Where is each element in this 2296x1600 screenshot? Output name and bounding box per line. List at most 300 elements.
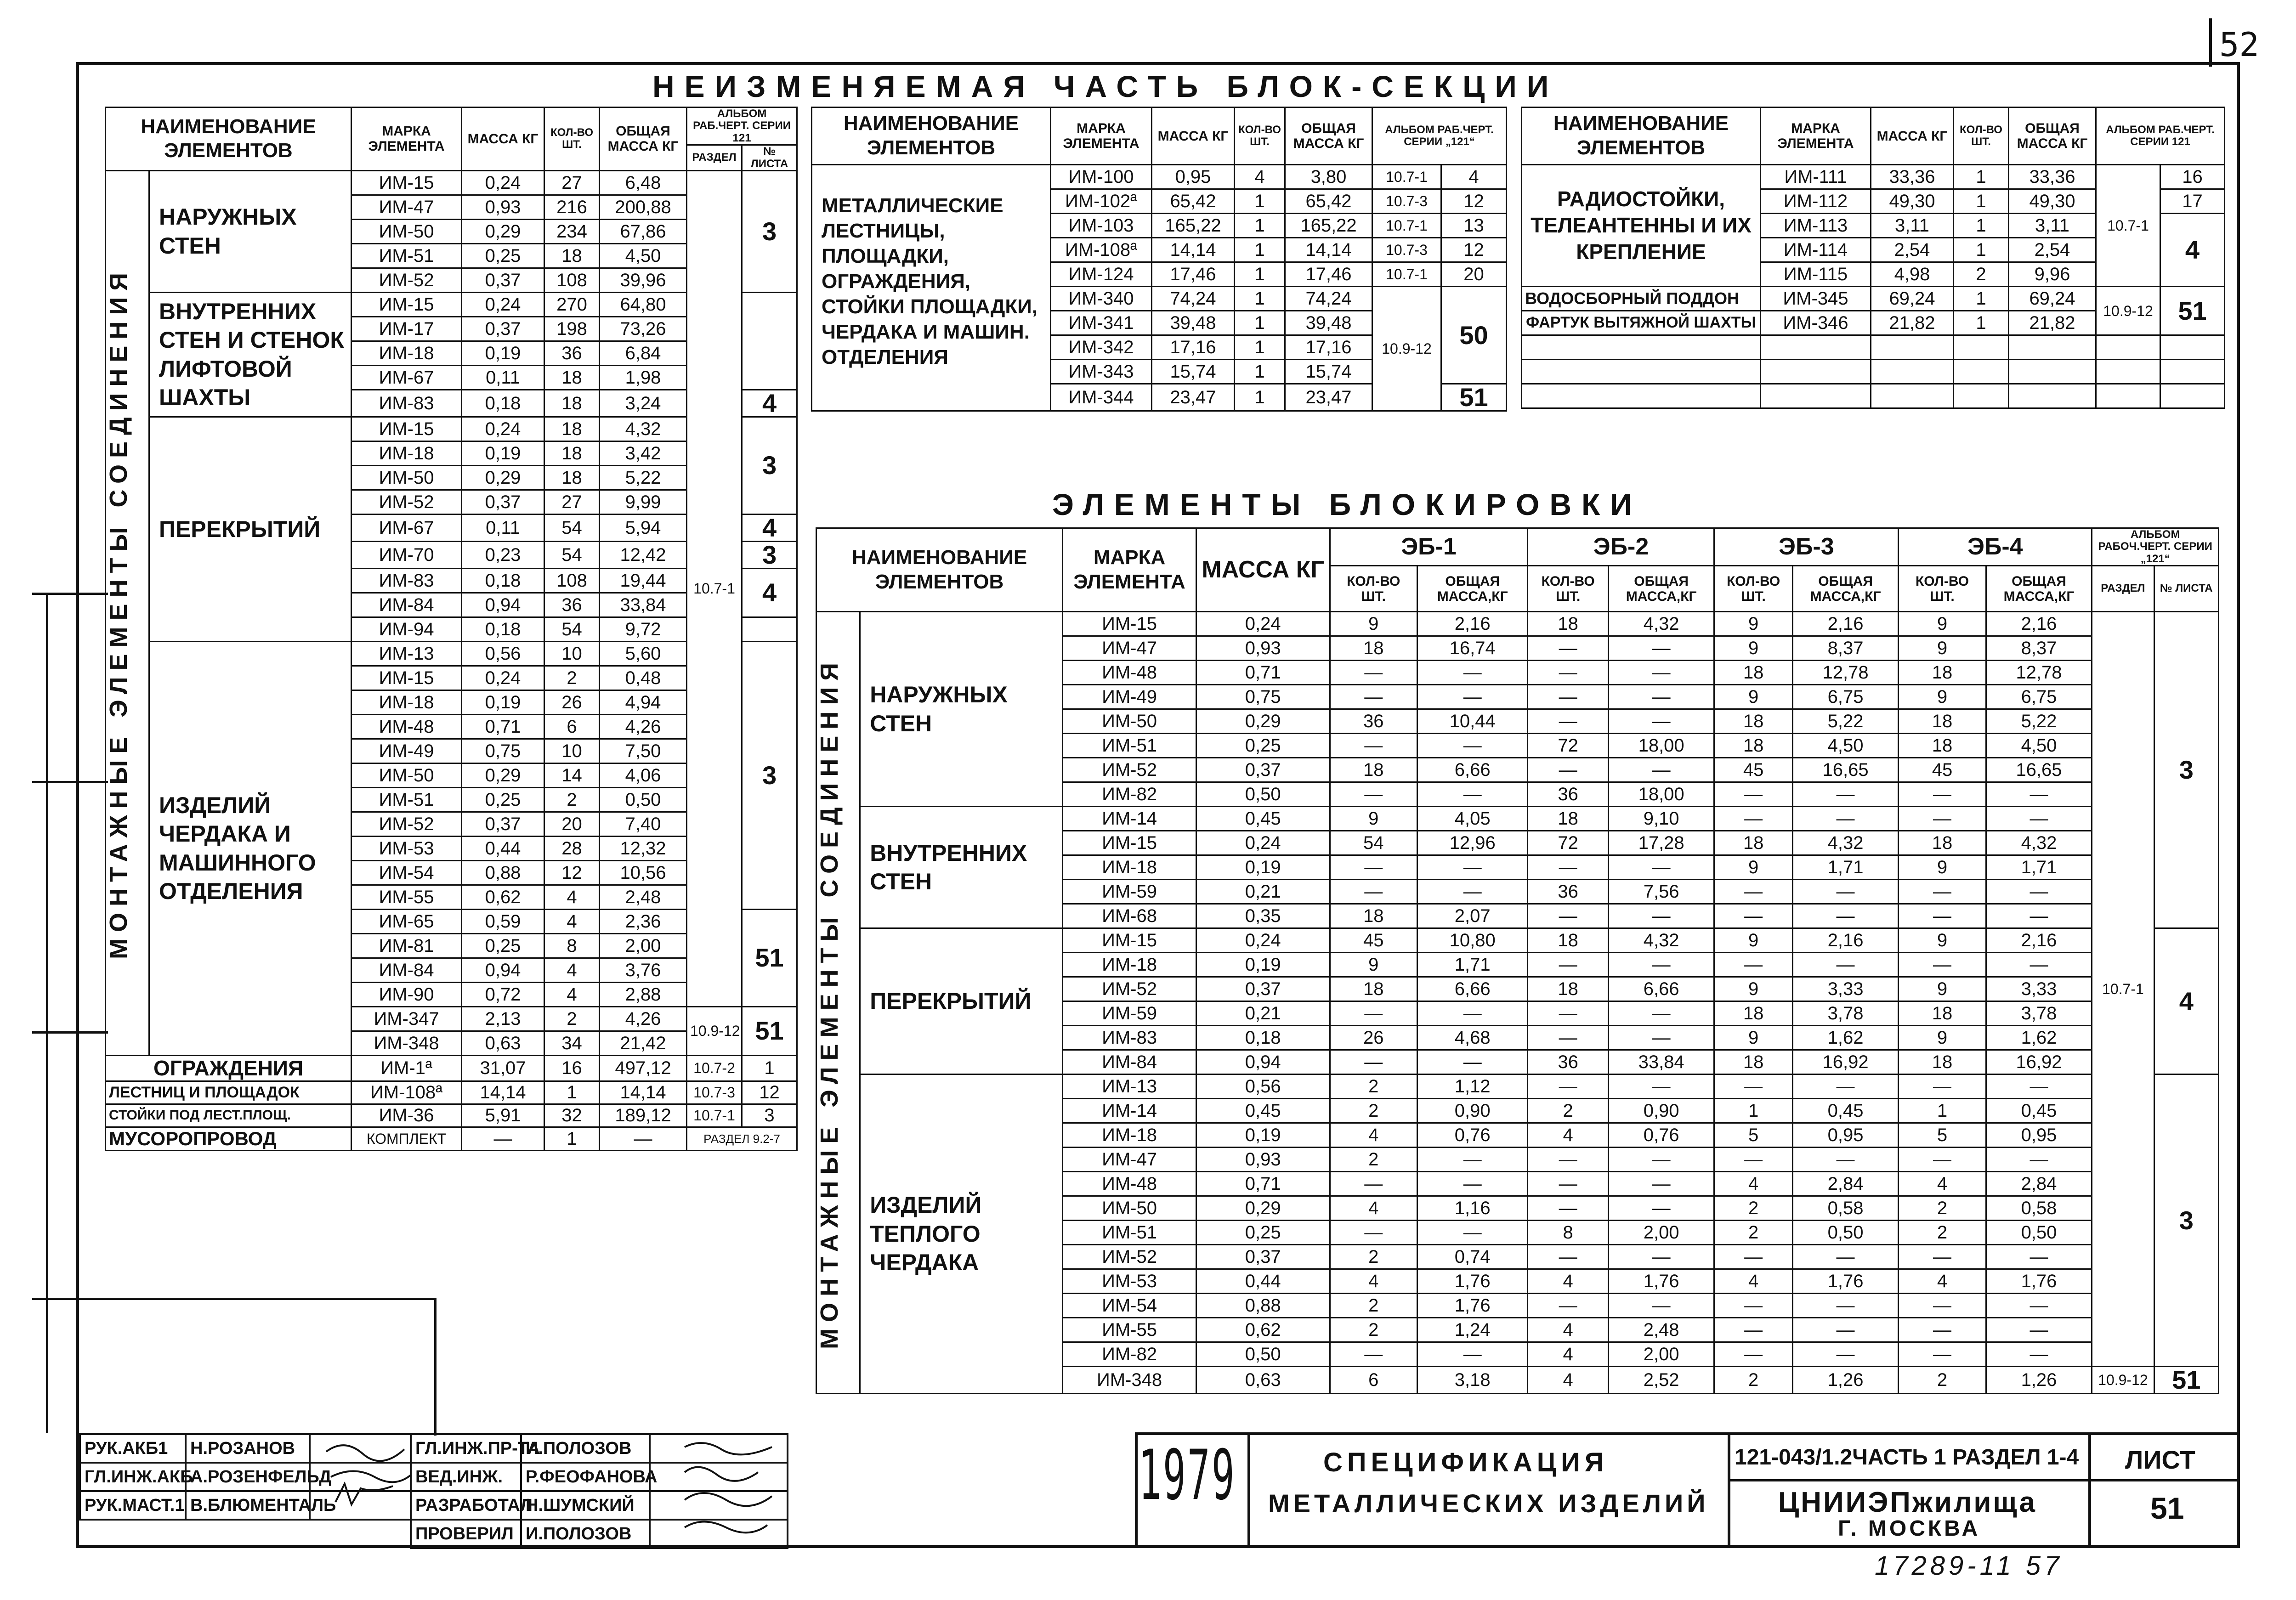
table-cell: 0,95 [1986, 1123, 2092, 1148]
table-cell: — [1986, 1342, 2092, 1367]
table-cell: 6,66 [1608, 977, 1714, 1001]
table-cell: 0,50 [1196, 1342, 1330, 1367]
table-row [816, 928, 2219, 953]
stamp-person: И.ПОЛОЗОВ [521, 1434, 650, 1463]
table-cell: 10 [544, 641, 600, 666]
table-cell: 1,98 [600, 365, 687, 390]
table-cell [2009, 335, 2096, 360]
table-cell: 2,84 [1986, 1172, 2092, 1196]
table-cell: 0,37 [1196, 977, 1330, 1001]
table-cell: 5,22 [1986, 709, 2092, 734]
table-cell: ИМ-18 [1063, 953, 1196, 977]
table-cell: 1,16 [1417, 1196, 1528, 1221]
table-cell: КОЛ-ВО ШТ. [1954, 107, 2009, 165]
table-row [1522, 107, 2225, 165]
table-cell: 0,25 [462, 787, 544, 812]
table-cell: 33,36 [1871, 165, 1954, 189]
table-cell: 0,19 [1196, 855, 1330, 880]
table-cell: — [1714, 1294, 1792, 1318]
table-cell: 2 [1899, 1367, 1986, 1394]
table-cell: 4,94 [600, 690, 687, 714]
table-cell: — [1986, 807, 2092, 831]
right-row-name: ВОДОСБОРНЫЙ ПОДДОН [1522, 287, 1761, 311]
table-cell: 12,42 [600, 541, 687, 568]
table-cell: РАЗДЕЛ [2092, 566, 2154, 612]
table-cell: 0,29 [1196, 709, 1330, 734]
table-cell: ИМ-47 [1063, 636, 1196, 661]
table-cell: 2,52 [1608, 1367, 1714, 1394]
table-cell: — [1417, 1342, 1528, 1367]
table-cell: 14 [544, 763, 600, 787]
table-cell: ИМ-48 [351, 714, 462, 739]
table-cell: ИМ-84 [1063, 1050, 1196, 1074]
table-cell: 0,24 [462, 170, 544, 195]
table-cell: 18,00 [1608, 782, 1714, 807]
eb-4-header: ЭБ-4 [1899, 528, 2092, 566]
table-cell: — [1899, 1245, 1986, 1269]
table-cell: 16 [544, 1055, 600, 1081]
table-cell: 49,30 [2009, 189, 2096, 214]
table-cell: 18 [1899, 734, 1986, 758]
stamp-role: ГЛ.ИНЖ.АКБ [80, 1463, 186, 1491]
table-cell: 2,48 [600, 885, 687, 909]
table-cell: 39,48 [1285, 311, 1372, 335]
stamp-divider [1247, 1432, 1250, 1548]
table-cell: — [1330, 1221, 1417, 1245]
table-cell [1522, 384, 1761, 408]
table-cell: 4,26 [600, 1006, 687, 1031]
table-cell: 32 [544, 1104, 600, 1127]
table-cell: 12 [742, 1081, 797, 1104]
table-cell: 3 [742, 417, 797, 514]
table-cell: 36 [1528, 782, 1608, 807]
table-cell: 0,58 [1986, 1196, 2092, 1221]
table-cell: 0,44 [1196, 1269, 1330, 1294]
table-cell: 12 [1441, 189, 1507, 214]
table-cell: 2 [1330, 1074, 1417, 1099]
table-cell: 0,94 [462, 593, 544, 617]
table-cell: ИМ-348 [351, 1031, 462, 1055]
table-cell: 6 [1330, 1367, 1417, 1394]
table-cell: 10.7-1 [1372, 165, 1441, 189]
table-cell: 1,76 [1417, 1269, 1528, 1294]
stamp-role: ПРОВЕРИЛ [411, 1520, 521, 1548]
table-cell: 1 [1235, 189, 1285, 214]
table-cell [1954, 360, 2009, 384]
table-cell: 1 [1954, 189, 2009, 214]
table-row [1522, 165, 2225, 189]
table-cell: — [1528, 758, 1608, 782]
table-cell: 0,25 [462, 243, 544, 268]
table-cell: ИМ-1ª [351, 1055, 462, 1081]
table-cell: ИМ-65 [351, 909, 462, 933]
table-cell: 4 [544, 909, 600, 933]
table-cell: 3 [742, 541, 797, 568]
table-cell: 3 [742, 1104, 797, 1127]
group-label: ВНУТРЕННИХ СТЕН И СТЕНОК ЛИФТОВОЙ ШАХТЫ [149, 292, 351, 417]
stamp-role: РУК.АКБ1 [80, 1434, 186, 1463]
table-cell: 69,24 [1871, 287, 1954, 311]
table-cell: 189,12 [600, 1104, 687, 1127]
table-cell: 0,24 [1196, 612, 1330, 636]
table-cell: 19,44 [600, 568, 687, 593]
table-cell: 0,75 [1196, 685, 1330, 709]
table-cell: 1 [1235, 360, 1285, 384]
table-cell: 9 [1714, 612, 1792, 636]
table-cell: 165,22 [1152, 214, 1235, 238]
table-cell: 3 [742, 641, 797, 909]
table-cell: ИМ-52 [351, 490, 462, 514]
table-cell: 0,44 [462, 836, 544, 860]
table-cell: 50 [1441, 287, 1507, 384]
table-cell: ИМ-18 [1063, 855, 1196, 880]
table-cell: 1,71 [1417, 953, 1528, 977]
table-cell: ИМ-47 [351, 195, 462, 219]
table-cell: 1,76 [1986, 1269, 2092, 1294]
table-cell: 2 [1330, 1245, 1417, 1269]
table-cell: 3,33 [1792, 977, 1899, 1001]
table-cell: 27 [544, 170, 600, 195]
table-cell [1871, 384, 1954, 408]
table-cell: 4,32 [1986, 831, 2092, 855]
table-row [106, 1055, 797, 1081]
table-cell: 18 [1899, 709, 1986, 734]
stamp-divider [1728, 1479, 2240, 1481]
table-cell: 17,16 [1285, 335, 1372, 360]
margin-line [32, 1298, 437, 1300]
table-cell: ИМ-343 [1051, 360, 1152, 384]
table-cell: 10.9-12 [1372, 287, 1441, 411]
eb-1-header: ЭБ-1 [1330, 528, 1528, 566]
table-cell: 3,76 [600, 958, 687, 982]
table-cell: 7,40 [600, 812, 687, 836]
table-cell: 16,65 [1986, 758, 2092, 782]
table-cell: 21,42 [600, 1031, 687, 1055]
table-cell: 9 [1330, 953, 1417, 977]
table-cell: 67,86 [600, 219, 687, 243]
table-cell: 73,26 [600, 317, 687, 341]
table-cell: 16,65 [1792, 758, 1899, 782]
table-cell: — [1608, 636, 1714, 661]
table-cell: 3,18 [1417, 1367, 1528, 1394]
margin-line [32, 1031, 108, 1034]
table-cell: 65,42 [1285, 189, 1372, 214]
table-cell: 14,14 [462, 1081, 544, 1104]
table-cell [80, 1520, 186, 1548]
table-cell: 0,95 [1152, 165, 1235, 189]
table-cell [1871, 335, 1954, 360]
table-cell: — [1417, 661, 1528, 685]
table-cell: 0,24 [462, 292, 544, 317]
table-cell: ИМ-14 [1063, 1099, 1196, 1123]
mid-header-name: НАИМЕНОВАНИЕ ЭЛЕМЕНТОВ [812, 107, 1051, 165]
table-cell: ИМ-94 [351, 617, 462, 641]
table-cell: 0,37 [462, 490, 544, 514]
table-cell: — [1986, 1294, 2092, 1318]
table-cell: 3 [2154, 612, 2218, 928]
table-cell: — [1714, 807, 1792, 831]
table-cell: 49,30 [1871, 189, 1954, 214]
table-cell: 4 [1330, 1269, 1417, 1294]
table-cell: 0,90 [1417, 1099, 1528, 1123]
table-cell: ИМ-344 [1051, 384, 1152, 411]
table-cell: МАССА КГ [1196, 528, 1330, 612]
table-cell: ОБЩАЯ МАССА КГ [1285, 107, 1372, 165]
table-cell: 1,24 [1417, 1318, 1528, 1342]
table-cell: 0,19 [1196, 1123, 1330, 1148]
table-cell: ИМ-83 [351, 390, 462, 417]
table-cell: ИМ-15 [351, 417, 462, 441]
table-cell: 0,25 [1196, 1221, 1330, 1245]
table-cell: — [1330, 1001, 1417, 1026]
table-cell: — [1608, 1294, 1714, 1318]
table-cell: — [1417, 1148, 1528, 1172]
table-cell: 2,54 [2009, 238, 2096, 262]
table-cell: — [1899, 953, 1986, 977]
table-cell: 4 [1441, 165, 1507, 189]
table-cell: — [1986, 1074, 2092, 1099]
table-cell: 18 [1528, 928, 1608, 953]
table-cell: ИМ-49 [351, 739, 462, 763]
table-cell: 0,21 [1196, 1001, 1330, 1026]
table-cell: — [1608, 904, 1714, 928]
table-cell: 0,11 [462, 514, 544, 541]
table-cell: 5 [1714, 1123, 1792, 1148]
table-cell: 12 [1441, 238, 1507, 262]
table-cell: — [1899, 1294, 1986, 1318]
table-cell: 18 [544, 441, 600, 465]
table-cell [742, 617, 797, 641]
stamp-code: 121-043/1.2ЧАСТЬ 1 РАЗДЕЛ 1-4 [1735, 1445, 2079, 1470]
table-cell: 1,12 [1417, 1074, 1528, 1099]
table-cell: 0,58 [1792, 1196, 1899, 1221]
table-cell: ИМ-81 [351, 933, 462, 958]
table-cell: ИМ-90 [351, 982, 462, 1006]
table-cell: ИМ-13 [351, 641, 462, 666]
table-cell: 4,32 [600, 417, 687, 441]
table-cell: 9 [1899, 855, 1986, 880]
table-cell: 1,62 [1792, 1026, 1899, 1050]
table-cell: 9 [1330, 807, 1417, 831]
table-cell: — [1899, 1342, 1986, 1367]
table-cell: ОБЩАЯ МАССА,КГ [1417, 566, 1528, 612]
table-cell: ИМ-102ª [1051, 189, 1152, 214]
eb-3-header: ЭБ-3 [1714, 528, 1899, 566]
table-cell: 1 [1899, 1099, 1986, 1123]
table-cell: 216 [544, 195, 600, 219]
table-cell: 26 [1330, 1026, 1417, 1050]
table-cell: 2,54 [1871, 238, 1954, 262]
table-cell: 270 [544, 292, 600, 317]
table-cell [186, 1520, 310, 1548]
table-cell: ИМ-18 [351, 441, 462, 465]
table-cell: ИМ-70 [351, 541, 462, 568]
table-cell: 2 [544, 787, 600, 812]
table-cell: 2,36 [600, 909, 687, 933]
table-cell: 15,74 [1285, 360, 1372, 384]
table-cell: 74,24 [1152, 287, 1235, 311]
table-cell: 26 [544, 690, 600, 714]
mid-group-label: МЕТАЛЛИЧЕСКИЕ ЛЕСТНИЦЫ, ПЛОЩАДКИ, ОГРАЖДЕНИЯ, СТОЙКИ ПЛОЩАДКИ, ЧЕРДАКА И МАШИН. ОТДЕЛЕНИЯ [812, 165, 1051, 411]
table-cell: — [1792, 880, 1899, 904]
table-cell: 4 [742, 390, 797, 417]
stamp-divider [1135, 1432, 1138, 1548]
right-group-label: РАДИОСТОЙКИ, ТЕЛЕАНТЕННЫ И ИХ КРЕПЛЕНИЕ [1522, 165, 1761, 287]
col-header-qty: КОЛ-ВО ШТ. [544, 107, 600, 171]
table-cell: — [1608, 953, 1714, 977]
table-cell [2096, 360, 2160, 384]
table-cell: 0,56 [462, 641, 544, 666]
table-cell: — [1986, 1245, 2092, 1269]
table-cell [2160, 360, 2225, 384]
table-cell: 4 [2154, 928, 2218, 1074]
table-cell: ИМ-103 [1051, 214, 1152, 238]
stamp-sheet-number: 51 [2150, 1491, 2184, 1525]
table-cell: — [1417, 1221, 1528, 1245]
table-cell: 18 [1330, 636, 1417, 661]
table-cell: 0,24 [1196, 831, 1330, 855]
table-cell: 6,75 [1986, 685, 2092, 709]
table-cell: 17,46 [1285, 262, 1372, 287]
table-cell: 4,26 [600, 714, 687, 739]
table-cell: — [1608, 685, 1714, 709]
table-cell: 0,37 [462, 268, 544, 292]
table-cell: ИМ-48 [1063, 661, 1196, 685]
table-cell: ИМ-51 [351, 243, 462, 268]
table-cell: — [1417, 880, 1528, 904]
table-cell: 108 [544, 568, 600, 593]
table-cell: — [1608, 1026, 1714, 1050]
table-cell: АЛЬБОМ РАБ.ЧЕРТ. СЕРИИ 121 [2096, 107, 2225, 165]
table-cell: 1 [1954, 238, 2009, 262]
table-cell: ИМ-51 [1063, 734, 1196, 758]
table-cell: 0,50 [1792, 1221, 1899, 1245]
table-cell: 54 [544, 541, 600, 568]
table-cell: 3,42 [600, 441, 687, 465]
table-row [1522, 360, 2225, 384]
table-cell: ИМ-108ª [351, 1081, 462, 1104]
table-cell: — [1528, 1026, 1608, 1050]
table-cell: 18 [1330, 977, 1417, 1001]
table-cell: 2,00 [1608, 1342, 1714, 1367]
table-cell: 0,23 [462, 541, 544, 568]
table-cell: 9 [1899, 612, 1986, 636]
table-cell: ИМ-52 [351, 268, 462, 292]
table-cell: 18 [1714, 661, 1792, 685]
table-row [812, 165, 1507, 189]
left-rows [106, 170, 797, 1055]
table-cell: 1,26 [1986, 1367, 2092, 1394]
table-cell: 0,88 [1196, 1294, 1330, 1318]
table-cell: 18 [1330, 758, 1417, 782]
table-cell: ИМ-55 [1063, 1318, 1196, 1342]
table-cell: ИМ-51 [351, 787, 462, 812]
table-cell: 14,14 [1152, 238, 1235, 262]
table-cell: 2,84 [1792, 1172, 1899, 1196]
table-cell: 0,24 [462, 666, 544, 690]
table-cell: 4,32 [1608, 928, 1714, 953]
table-cell: 9 [1714, 928, 1792, 953]
margin-line [434, 1298, 437, 1436]
table-cell: — [1528, 1196, 1608, 1221]
stamp-person: И.ПОЛОЗОВ [521, 1520, 650, 1548]
table-cell [2096, 384, 2160, 408]
table-cell: — [1714, 1245, 1792, 1269]
table-cell: 12,78 [1792, 661, 1899, 685]
table-cell: 6,66 [1417, 758, 1528, 782]
table-cell: 6,84 [600, 341, 687, 365]
table-cell: 0,50 [600, 787, 687, 812]
table-cell: 0,18 [1196, 1026, 1330, 1050]
table-cell: — [600, 1127, 687, 1150]
table-cell: 165,22 [1285, 214, 1372, 238]
table-cell: 2 [1528, 1099, 1608, 1123]
table-cell: 0,76 [1417, 1123, 1528, 1148]
table-cell: 2 [1714, 1196, 1792, 1221]
table-cell: 9,10 [1608, 807, 1714, 831]
table-cell: ИМ-50 [351, 219, 462, 243]
table-cell: 4,68 [1417, 1026, 1528, 1050]
table-cell: 2,13 [462, 1006, 544, 1031]
table-cell: 4 [2160, 214, 2225, 287]
table-cell: 2,88 [600, 982, 687, 1006]
table-cell: 0,50 [1986, 1221, 2092, 1245]
stamp-divider [2088, 1432, 2091, 1548]
table-cell: — [1608, 1196, 1714, 1221]
table-cell: ИМ-54 [1063, 1294, 1196, 1318]
table-cell: 18 [544, 390, 600, 417]
table-cell: 0,37 [462, 317, 544, 341]
table-cell: ИМ-112 [1761, 189, 1871, 214]
table-cell: 72 [1528, 734, 1608, 758]
table-cell: 34 [544, 1031, 600, 1055]
stamp-divider [1728, 1432, 1730, 1548]
table-cell: 2 [544, 666, 600, 690]
table-cell: — [1899, 807, 1986, 831]
table-cell: — [1330, 1342, 1417, 1367]
table-cell: ИМ-50 [351, 763, 462, 787]
left-table [105, 107, 798, 1151]
table-cell: — [1792, 1342, 1899, 1367]
table-cell: 0,29 [462, 219, 544, 243]
table-cell: — [1792, 1318, 1899, 1342]
table-cell: 4 [1714, 1172, 1792, 1196]
table-cell: 33,36 [2009, 165, 2096, 189]
margin-line [32, 593, 108, 595]
table-cell: — [1608, 1148, 1714, 1172]
table-cell [1522, 335, 1761, 360]
table-cell: 4,50 [1792, 734, 1899, 758]
table-cell: 0,56 [1196, 1074, 1330, 1099]
table-cell: 20 [544, 812, 600, 836]
table-cell: 16 [2160, 165, 2225, 189]
table-cell: — [1417, 734, 1528, 758]
vertical-section-label: МОНТАЖНЫЕ ЭЛЕМЕНТЫ СОЕДИНЕНИЯ [106, 170, 149, 1055]
table-cell: 39,48 [1152, 311, 1235, 335]
table-cell: 13 [1441, 214, 1507, 238]
table-cell: 2 [544, 1006, 600, 1031]
table-cell: — [1792, 1294, 1899, 1318]
table-cell: 0,29 [462, 763, 544, 787]
table-cell: 18 [1899, 831, 1986, 855]
table-cell: 2,00 [1608, 1221, 1714, 1245]
table-cell: 4 [1528, 1318, 1608, 1342]
table-cell: — [1714, 782, 1792, 807]
table-cell: 2,00 [600, 933, 687, 958]
table-cell: 4 [1528, 1123, 1608, 1148]
table-cell: 4 [742, 514, 797, 541]
extra-name: ОГРАЖДЕНИЯ [106, 1055, 351, 1081]
